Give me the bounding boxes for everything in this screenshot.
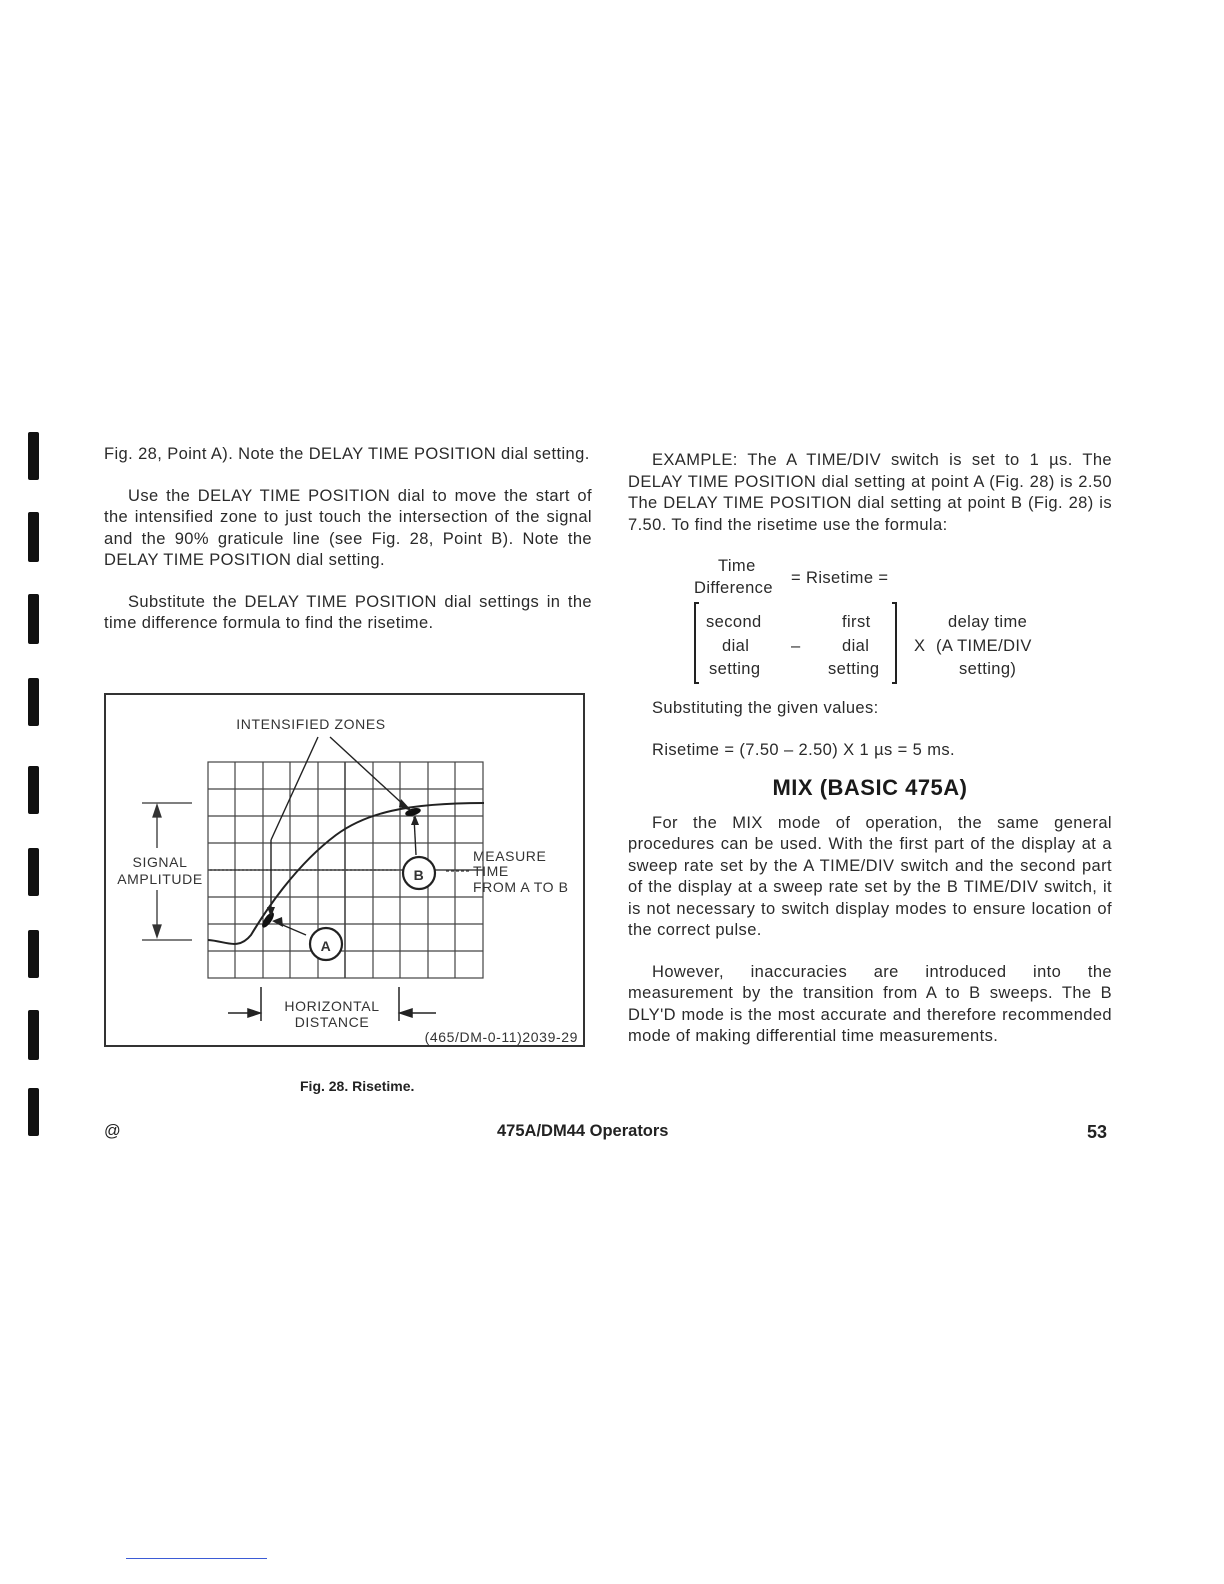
footer-symbol: @ <box>104 1122 121 1140</box>
right-column <box>628 450 1112 1048</box>
formula-delay-time: delay time <box>948 613 1028 631</box>
graticule-grid <box>208 762 483 978</box>
example-paragraph: EXAMPLE: The A TIME/DIV switch is set to 1 µs. The DELAY TIME POSITION dial setting at point A (Fig. 28) is 2.50 The DELAY TIME POSITION dial setting at point B (Fig. 28) is 7.50. To find the risetime use the formula: <box>628 451 1112 534</box>
horizontal-label: HORIZONTAL <box>284 998 380 1014</box>
figure-id: (465/DM-0-11)2039-29 <box>424 1029 578 1045</box>
risetime-diagram <box>106 695 587 1049</box>
formula-setting-2: setting <box>828 660 880 678</box>
formula-setting-3: setting) <box>959 660 1017 678</box>
paragraph: Substitute the DELAY TIME POSITION dial settings in the time difference formula to find the risetime. <box>104 592 592 632</box>
binding-mark <box>28 848 39 896</box>
left-column <box>104 444 592 635</box>
signal-curve <box>208 803 484 944</box>
footer-title: 475A/DM44 Operators <box>497 1122 669 1140</box>
figure-caption: Fig. 28. Risetime. <box>300 1078 415 1094</box>
paragraph: Fig. 28, Point A). Note the DELAY TIME POSITION dial setting. <box>104 445 590 463</box>
binding-mark <box>28 594 39 644</box>
formula-dial-2: dial <box>842 637 870 655</box>
binding-mark <box>28 678 39 726</box>
risetime-result: Risetime = (7.50 – 2.50) X 1 µs = 5 ms. <box>652 740 955 759</box>
mix-paragraph-2: However, inaccuracies are introduced into the measurement by the transition from A to B sweeps. The B DLY'D mode is the most accurate and therefore recommended mode of making differential time measurements. <box>628 962 1112 1045</box>
point-b-label: B <box>413 867 425 883</box>
section-title: MIX (BASIC 475A) <box>772 775 968 800</box>
zone-pointer-lines <box>271 737 416 935</box>
signal-label: SIGNAL <box>132 854 188 870</box>
formula-time: Time <box>718 557 756 575</box>
substituting-text: Substituting the given values: <box>652 699 879 717</box>
formula-minus: – <box>791 637 801 655</box>
formula-difference: Difference <box>694 579 773 597</box>
mix-paragraph-1: For the MIX mode of operation, the same general procedures can be used. With the first part of the display at a sweep rate set by the A TIME/DIV switch and the second part of the display at a sweep rate set by the B TIME/DIV switch, it is not necessary to switch display modes to ensure location of the correct pulse. <box>628 813 1112 939</box>
from-a-to-b-label: FROM A TO B <box>473 879 569 895</box>
point-a-label: A <box>320 938 332 954</box>
binding-mark <box>28 1088 39 1136</box>
measure-label: MEASURE <box>473 848 547 864</box>
paragraph: Use the DELAY TIME POSITION dial to move the start of the intensified zone to just touch the intersection of the signal and the 90% graticule line (see Fig. 28, Point B). Note the DELAY TIME POSITION dial setting. <box>104 486 592 569</box>
formula-eq-risetime: = Risetime = <box>791 569 889 587</box>
intensified-zone-a <box>260 911 276 930</box>
formula-second: second <box>706 613 762 631</box>
formula-dial-1: dial <box>722 637 750 655</box>
formula-first: first <box>842 613 871 631</box>
formula-setting-1: setting <box>709 660 761 678</box>
binding-mark <box>28 1010 39 1060</box>
amplitude-label: AMPLITUDE <box>117 871 203 887</box>
intensified-zones-label: INTENSIFIED ZONES <box>236 716 386 732</box>
binding-mark <box>28 512 39 562</box>
bottom-rule <box>126 1558 267 1559</box>
formula-times: X <box>914 637 926 655</box>
distance-label: DISTANCE <box>294 1014 370 1030</box>
binding-mark <box>28 766 39 814</box>
risetime-formula <box>628 546 1112 686</box>
formula-a-time-div: (A TIME/DIV <box>936 637 1032 655</box>
page-number: 53 <box>1087 1122 1108 1142</box>
binding-mark <box>28 432 39 480</box>
figure-risetime <box>104 693 585 1047</box>
binding-mark <box>28 930 39 978</box>
time-label: TIME <box>473 863 509 879</box>
